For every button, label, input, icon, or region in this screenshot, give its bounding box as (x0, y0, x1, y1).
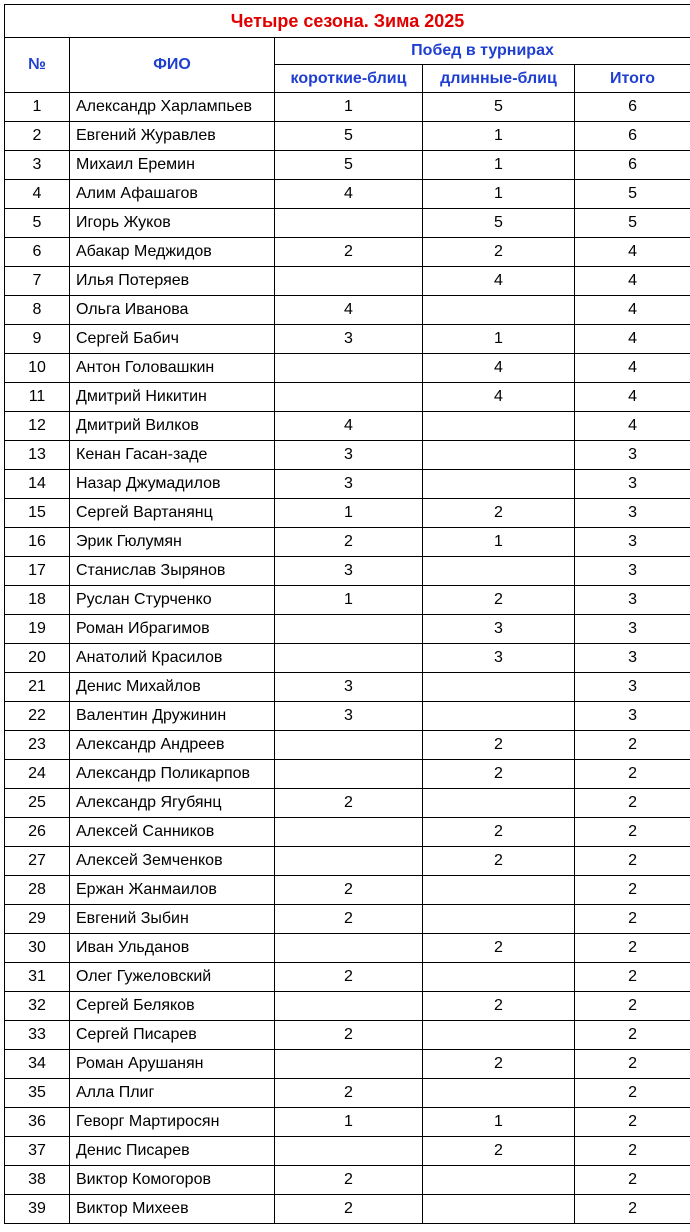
table-row (5, 963, 690, 992)
short-blitz-wins: 2 (275, 1166, 423, 1195)
player-name: Станислав Зырянов (70, 557, 275, 586)
row-number: 11 (5, 383, 70, 412)
player-name: Сергей Вартанянц (70, 499, 275, 528)
short-blitz-wins (275, 615, 423, 644)
total-wins: 4 (575, 354, 690, 383)
row-number: 15 (5, 499, 70, 528)
short-blitz-wins: 1 (275, 499, 423, 528)
long-blitz-wins (423, 557, 575, 586)
row-number: 1 (5, 93, 70, 122)
row-number: 13 (5, 441, 70, 470)
row-number: 16 (5, 528, 70, 557)
table-row (5, 1108, 690, 1137)
table-row (5, 1166, 690, 1195)
long-blitz-wins: 1 (423, 325, 575, 354)
long-blitz-wins: 4 (423, 383, 575, 412)
row-number: 28 (5, 876, 70, 905)
long-blitz-wins: 2 (423, 847, 575, 876)
title-row (5, 5, 690, 38)
long-blitz-wins (423, 1079, 575, 1108)
table-row (5, 412, 690, 441)
total-wins: 2 (575, 847, 690, 876)
row-number: 7 (5, 267, 70, 296)
total-wins: 2 (575, 789, 690, 818)
player-name: Евгений Зыбин (70, 905, 275, 934)
long-blitz-wins: 1 (423, 1108, 575, 1137)
player-name: Назар Джумадилов (70, 470, 275, 499)
long-blitz-wins (423, 963, 575, 992)
total-wins: 2 (575, 1079, 690, 1108)
player-name: Евгений Журавлев (70, 122, 275, 151)
total-wins: 2 (575, 992, 690, 1021)
long-blitz-wins: 3 (423, 644, 575, 673)
header-short: короткие-блиц (275, 65, 423, 93)
standings-table (4, 4, 690, 1224)
row-number: 33 (5, 1021, 70, 1050)
long-blitz-wins (423, 905, 575, 934)
short-blitz-wins (275, 209, 423, 238)
total-wins: 4 (575, 412, 690, 441)
total-wins: 3 (575, 499, 690, 528)
player-name: Иван Ульданов (70, 934, 275, 963)
header-long: длинные-блиц (423, 65, 575, 93)
long-blitz-wins: 1 (423, 528, 575, 557)
short-blitz-wins (275, 847, 423, 876)
row-number: 38 (5, 1166, 70, 1195)
long-blitz-wins (423, 702, 575, 731)
total-wins: 3 (575, 644, 690, 673)
player-name: Антон Головашкин (70, 354, 275, 383)
row-number: 3 (5, 151, 70, 180)
row-number: 26 (5, 818, 70, 847)
player-name: Геворг Мартиросян (70, 1108, 275, 1137)
long-blitz-wins (423, 441, 575, 470)
short-blitz-wins: 2 (275, 905, 423, 934)
short-blitz-wins: 1 (275, 1108, 423, 1137)
table-row (5, 499, 690, 528)
short-blitz-wins (275, 934, 423, 963)
player-name: Алексей Санников (70, 818, 275, 847)
total-wins: 3 (575, 441, 690, 470)
short-blitz-wins: 3 (275, 441, 423, 470)
player-name: Алла Плиг (70, 1079, 275, 1108)
player-name: Сергей Писарев (70, 1021, 275, 1050)
player-name: Дмитрий Вилков (70, 412, 275, 441)
player-name: Игорь Жуков (70, 209, 275, 238)
table-row (5, 180, 690, 209)
table-row (5, 383, 690, 412)
total-wins: 2 (575, 1108, 690, 1137)
row-number: 39 (5, 1195, 70, 1224)
row-number: 4 (5, 180, 70, 209)
long-blitz-wins: 2 (423, 818, 575, 847)
short-blitz-wins: 3 (275, 470, 423, 499)
short-blitz-wins: 3 (275, 557, 423, 586)
row-number: 12 (5, 412, 70, 441)
total-wins: 6 (575, 93, 690, 122)
long-blitz-wins: 4 (423, 267, 575, 296)
table-row (5, 557, 690, 586)
table-row (5, 296, 690, 325)
table-row (5, 934, 690, 963)
total-wins: 3 (575, 673, 690, 702)
table-row (5, 1137, 690, 1166)
table-row (5, 1195, 690, 1224)
row-number: 35 (5, 1079, 70, 1108)
long-blitz-wins: 4 (423, 354, 575, 383)
table-row (5, 586, 690, 615)
player-name: Александр Поликарпов (70, 760, 275, 789)
total-wins: 2 (575, 1050, 690, 1079)
player-name: Алим Афашагов (70, 180, 275, 209)
player-name: Илья Потеряев (70, 267, 275, 296)
long-blitz-wins: 2 (423, 731, 575, 760)
table-row (5, 151, 690, 180)
table-row (5, 441, 690, 470)
long-blitz-wins: 2 (423, 760, 575, 789)
table-row (5, 992, 690, 1021)
total-wins: 4 (575, 296, 690, 325)
short-blitz-wins (275, 992, 423, 1021)
long-blitz-wins (423, 673, 575, 702)
table-row (5, 1050, 690, 1079)
row-number: 14 (5, 470, 70, 499)
long-blitz-wins (423, 1195, 575, 1224)
player-name: Сергей Бабич (70, 325, 275, 354)
table-row (5, 267, 690, 296)
player-name: Руслан Стурченко (70, 586, 275, 615)
row-number: 17 (5, 557, 70, 586)
player-name: Роман Арушанян (70, 1050, 275, 1079)
long-blitz-wins: 2 (423, 499, 575, 528)
table-row (5, 818, 690, 847)
player-name: Виктор Михеев (70, 1195, 275, 1224)
table-row (5, 122, 690, 151)
player-name: Валентин Дружинин (70, 702, 275, 731)
table-row (5, 1079, 690, 1108)
short-blitz-wins: 2 (275, 789, 423, 818)
total-wins: 4 (575, 267, 690, 296)
total-wins: 3 (575, 557, 690, 586)
row-number: 27 (5, 847, 70, 876)
player-name: Александр Харлампьев (70, 93, 275, 122)
total-wins: 4 (575, 325, 690, 354)
row-number: 9 (5, 325, 70, 354)
short-blitz-wins: 5 (275, 151, 423, 180)
row-number: 32 (5, 992, 70, 1021)
short-blitz-wins: 2 (275, 1195, 423, 1224)
header-row-top (5, 38, 690, 65)
table-row (5, 876, 690, 905)
header-wins-group: Побед в турнирах (275, 38, 690, 65)
total-wins: 3 (575, 615, 690, 644)
table-row (5, 760, 690, 789)
long-blitz-wins: 2 (423, 934, 575, 963)
header-name: ФИО (70, 38, 275, 93)
player-name: Эрик Гюлумян (70, 528, 275, 557)
total-wins: 3 (575, 586, 690, 615)
short-blitz-wins: 2 (275, 963, 423, 992)
total-wins: 3 (575, 470, 690, 499)
long-blitz-wins (423, 296, 575, 325)
table-row (5, 528, 690, 557)
table-row (5, 789, 690, 818)
row-number: 19 (5, 615, 70, 644)
table-row (5, 470, 690, 499)
table-row (5, 325, 690, 354)
row-number: 10 (5, 354, 70, 383)
short-blitz-wins: 3 (275, 325, 423, 354)
row-number: 29 (5, 905, 70, 934)
short-blitz-wins (275, 354, 423, 383)
total-wins: 3 (575, 702, 690, 731)
row-number: 20 (5, 644, 70, 673)
row-number: 21 (5, 673, 70, 702)
row-number: 30 (5, 934, 70, 963)
long-blitz-wins (423, 789, 575, 818)
short-blitz-wins: 4 (275, 296, 423, 325)
row-number: 25 (5, 789, 70, 818)
short-blitz-wins: 3 (275, 702, 423, 731)
total-wins: 2 (575, 1166, 690, 1195)
short-blitz-wins (275, 644, 423, 673)
header-total: Итого (575, 65, 690, 93)
table-row (5, 1021, 690, 1050)
table-row (5, 209, 690, 238)
long-blitz-wins: 2 (423, 1137, 575, 1166)
total-wins: 2 (575, 1021, 690, 1050)
total-wins: 2 (575, 876, 690, 905)
long-blitz-wins (423, 470, 575, 499)
short-blitz-wins: 2 (275, 1021, 423, 1050)
row-number: 6 (5, 238, 70, 267)
total-wins: 2 (575, 905, 690, 934)
short-blitz-wins (275, 1137, 423, 1166)
total-wins: 4 (575, 383, 690, 412)
short-blitz-wins: 1 (275, 586, 423, 615)
table-row (5, 731, 690, 760)
table-row (5, 615, 690, 644)
total-wins: 2 (575, 760, 690, 789)
player-name: Александр Ягубянц (70, 789, 275, 818)
row-number: 5 (5, 209, 70, 238)
total-wins: 5 (575, 209, 690, 238)
total-wins: 6 (575, 122, 690, 151)
long-blitz-wins: 5 (423, 209, 575, 238)
table-row (5, 354, 690, 383)
long-blitz-wins: 1 (423, 151, 575, 180)
row-number: 2 (5, 122, 70, 151)
row-number: 8 (5, 296, 70, 325)
row-number: 31 (5, 963, 70, 992)
table-row (5, 644, 690, 673)
long-blitz-wins: 1 (423, 122, 575, 151)
short-blitz-wins (275, 383, 423, 412)
row-number: 22 (5, 702, 70, 731)
short-blitz-wins: 4 (275, 412, 423, 441)
player-name: Алексей Земченков (70, 847, 275, 876)
long-blitz-wins (423, 412, 575, 441)
long-blitz-wins (423, 1166, 575, 1195)
long-blitz-wins (423, 876, 575, 905)
table-body (5, 93, 690, 1224)
long-blitz-wins: 3 (423, 615, 575, 644)
short-blitz-wins: 3 (275, 673, 423, 702)
player-name: Виктор Комогоров (70, 1166, 275, 1195)
short-blitz-wins: 5 (275, 122, 423, 151)
player-name: Михаил Еремин (70, 151, 275, 180)
total-wins: 2 (575, 1195, 690, 1224)
player-name: Александр Андреев (70, 731, 275, 760)
table-row (5, 93, 690, 122)
short-blitz-wins: 2 (275, 238, 423, 267)
short-blitz-wins (275, 1050, 423, 1079)
row-number: 18 (5, 586, 70, 615)
short-blitz-wins (275, 267, 423, 296)
long-blitz-wins: 1 (423, 180, 575, 209)
table-row (5, 673, 690, 702)
short-blitz-wins (275, 731, 423, 760)
long-blitz-wins: 2 (423, 238, 575, 267)
row-number: 34 (5, 1050, 70, 1079)
player-name: Дмитрий Никитин (70, 383, 275, 412)
total-wins: 2 (575, 1137, 690, 1166)
total-wins: 5 (575, 180, 690, 209)
row-number: 36 (5, 1108, 70, 1137)
total-wins: 2 (575, 818, 690, 847)
long-blitz-wins: 2 (423, 992, 575, 1021)
row-number: 37 (5, 1137, 70, 1166)
player-name: Кенан Гасан-заде (70, 441, 275, 470)
total-wins: 2 (575, 934, 690, 963)
player-name: Роман Ибрагимов (70, 615, 275, 644)
short-blitz-wins: 2 (275, 528, 423, 557)
player-name: Олег Гужеловский (70, 963, 275, 992)
short-blitz-wins: 2 (275, 876, 423, 905)
table-row (5, 238, 690, 267)
player-name: Ольга Иванова (70, 296, 275, 325)
table-row (5, 702, 690, 731)
long-blitz-wins: 2 (423, 586, 575, 615)
short-blitz-wins (275, 818, 423, 847)
short-blitz-wins: 1 (275, 93, 423, 122)
row-number: 24 (5, 760, 70, 789)
table-row (5, 905, 690, 934)
short-blitz-wins (275, 760, 423, 789)
short-blitz-wins: 2 (275, 1079, 423, 1108)
header-num: № (5, 38, 70, 93)
total-wins: 6 (575, 151, 690, 180)
total-wins: 2 (575, 731, 690, 760)
player-name: Абакар Меджидов (70, 238, 275, 267)
row-number: 23 (5, 731, 70, 760)
player-name: Ержан Жанмаилов (70, 876, 275, 905)
player-name: Денис Писарев (70, 1137, 275, 1166)
short-blitz-wins: 4 (275, 180, 423, 209)
total-wins: 4 (575, 238, 690, 267)
total-wins: 2 (575, 963, 690, 992)
long-blitz-wins (423, 1021, 575, 1050)
player-name: Анатолий Красилов (70, 644, 275, 673)
long-blitz-wins: 5 (423, 93, 575, 122)
total-wins: 3 (575, 528, 690, 557)
long-blitz-wins: 2 (423, 1050, 575, 1079)
table-row (5, 847, 690, 876)
player-name: Денис Михайлов (70, 673, 275, 702)
table-title: Четыре сезона. Зима 2025 (5, 5, 690, 38)
player-name: Сергей Беляков (70, 992, 275, 1021)
